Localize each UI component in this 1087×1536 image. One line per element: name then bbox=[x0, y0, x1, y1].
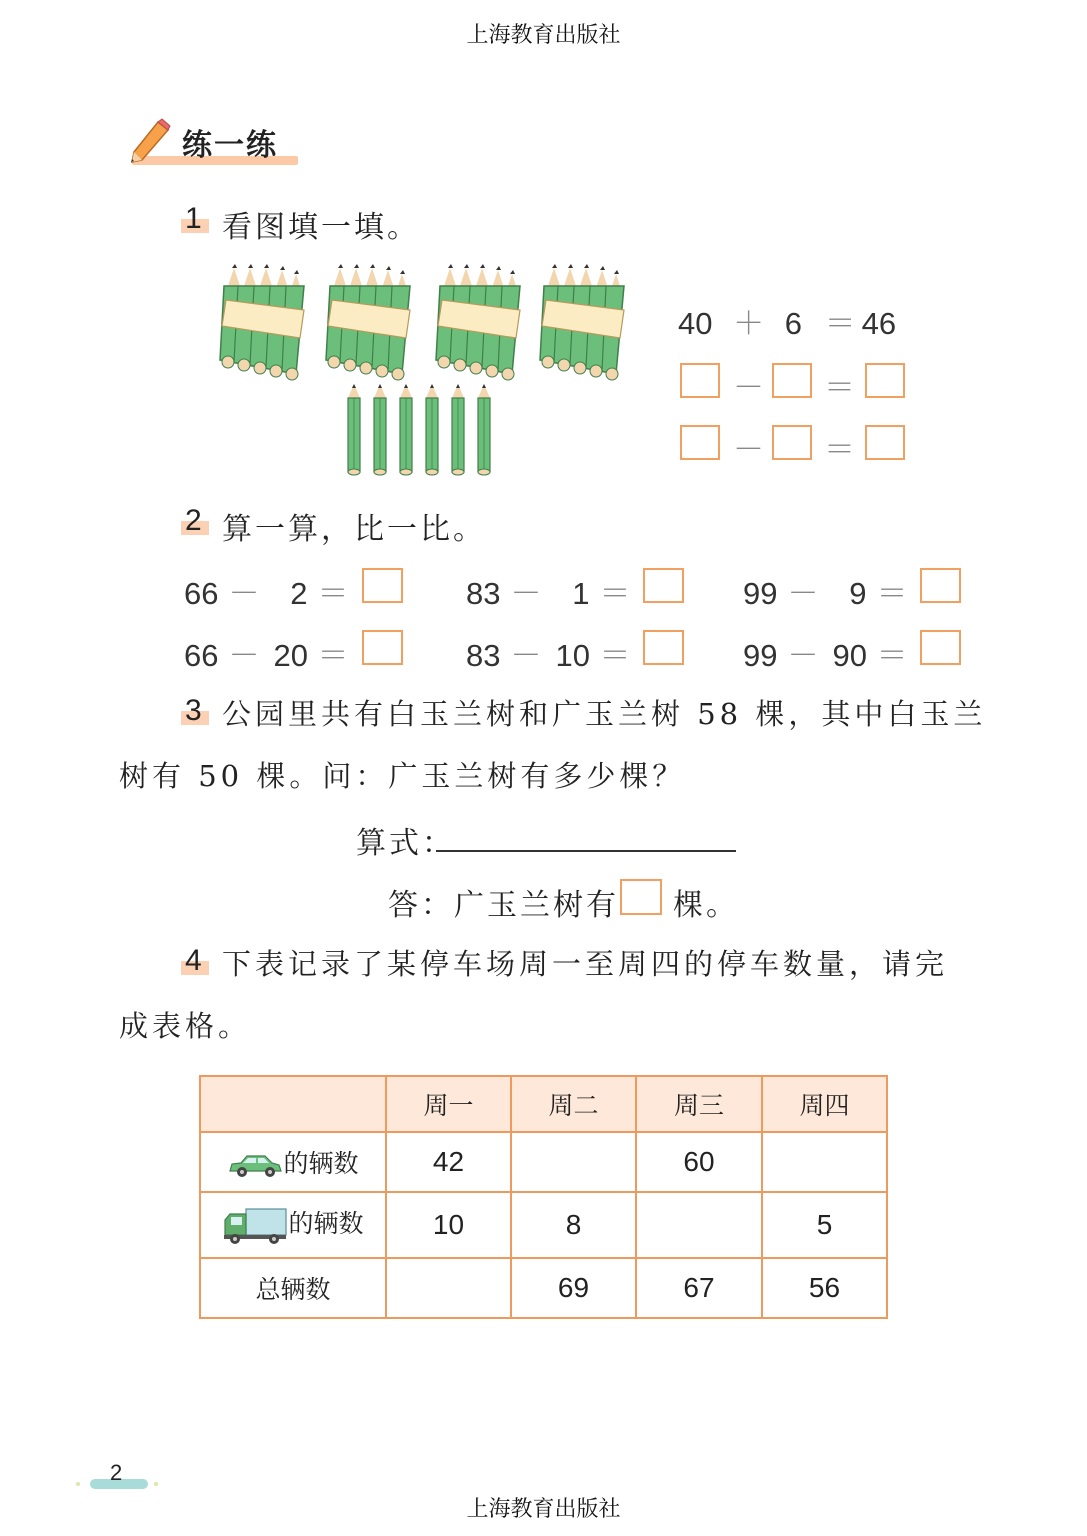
q4-line1: 下表记录了某停车场周一至周四的停车数量，请完 bbox=[222, 947, 949, 981]
q2-r1-c1-answer-box[interactable] bbox=[362, 568, 403, 603]
q1-eq-a: 40 bbox=[678, 306, 713, 341]
q1-row2-box-3[interactable] bbox=[865, 363, 905, 398]
car-tue[interactable] bbox=[511, 1132, 636, 1192]
q1-eq-plus: ＋ bbox=[733, 306, 765, 341]
pencil-bundle-4 bbox=[540, 264, 624, 380]
q2-text: 算一算，比一比。 bbox=[222, 512, 486, 547]
q4-number-wrap bbox=[185, 944, 202, 978]
header-thu: 周四 bbox=[762, 1076, 887, 1132]
publisher-footer: 上海教育出版社 bbox=[466, 1497, 621, 1522]
page-number: 2 bbox=[110, 1460, 123, 1485]
q1-row2-box-2[interactable] bbox=[772, 363, 812, 398]
total-thu: 56 bbox=[762, 1258, 887, 1318]
car-icon bbox=[227, 1152, 283, 1180]
pencil-bundle-2 bbox=[326, 264, 410, 380]
q2-r1-c3: 99 － 9 ＝ bbox=[743, 576, 908, 611]
q3-number: 3 bbox=[185, 694, 202, 727]
pencil-icon bbox=[128, 118, 172, 168]
q1-number-wrap bbox=[185, 202, 202, 236]
car-row-label: 的辆数 bbox=[200, 1132, 386, 1192]
header-wed: 周三 bbox=[636, 1076, 762, 1132]
q2-r2-c2-answer-box[interactable] bbox=[643, 630, 684, 665]
q1-row2-minus: － bbox=[733, 370, 764, 405]
q3-line1: 公园里共有白玉兰树和广玉兰树 58 棵，其中白玉兰 bbox=[222, 697, 987, 731]
q4-number: 4 bbox=[185, 944, 202, 977]
single-pencil-5 bbox=[452, 384, 464, 475]
truck-tue: 8 bbox=[511, 1192, 636, 1258]
total-tue: 69 bbox=[511, 1258, 636, 1318]
q2-r2-c1: 66 － 20 ＝ bbox=[184, 638, 349, 673]
single-pencil-6 bbox=[478, 384, 490, 475]
single-pencil-3 bbox=[400, 384, 412, 475]
q1-text: 看图填一填。 bbox=[222, 210, 420, 245]
q3-number-wrap bbox=[185, 694, 202, 728]
truck-mon: 10 bbox=[386, 1192, 511, 1258]
total-row-label: 总辆数 bbox=[200, 1258, 386, 1318]
q3-formula-blank[interactable] bbox=[436, 850, 736, 852]
page-number-block bbox=[76, 1462, 166, 1492]
q3-line2: 树有 50 棵。问：广玉兰树有多少棵？ bbox=[119, 759, 686, 793]
table-row-truck bbox=[200, 1192, 887, 1258]
q1-number: 1 bbox=[185, 202, 202, 235]
q1-row3-box-1[interactable] bbox=[680, 425, 720, 460]
q2-r1-c1: 66 － 2 ＝ bbox=[184, 576, 349, 611]
section-title-block bbox=[128, 118, 298, 168]
q1-row2-equals: ＝ bbox=[824, 370, 855, 405]
truck-icon bbox=[222, 1206, 288, 1246]
q1-row3-box-2[interactable] bbox=[772, 425, 812, 460]
truck-thu: 5 bbox=[762, 1192, 887, 1258]
q1-row3-minus: － bbox=[733, 432, 764, 467]
q2-r1-c3-answer-box[interactable] bbox=[920, 568, 961, 603]
car-thu[interactable] bbox=[762, 1132, 887, 1192]
truck-row-label: 的辆数 bbox=[200, 1192, 386, 1258]
car-wed: 60 bbox=[636, 1132, 762, 1192]
pencil-illustration bbox=[210, 260, 630, 480]
publisher-header: 上海教育出版社 bbox=[466, 23, 621, 48]
header-mon: 周一 bbox=[386, 1076, 511, 1132]
q1-eq-equals: ＝ bbox=[824, 306, 856, 341]
table-row-total bbox=[200, 1258, 887, 1318]
q1-equation-given bbox=[678, 298, 896, 343]
truck-wed[interactable] bbox=[636, 1192, 762, 1258]
q2-r2-c3: 99 － 90 ＝ bbox=[743, 638, 908, 673]
single-pencil-2 bbox=[374, 384, 386, 475]
section-title: 练一练 bbox=[182, 128, 278, 163]
pencil-bundle-3 bbox=[436, 264, 520, 380]
q2-number-wrap bbox=[185, 504, 202, 538]
parking-table bbox=[199, 1075, 888, 1319]
pencil-bundle-1 bbox=[220, 264, 304, 380]
q2-r1-c2-answer-box[interactable] bbox=[643, 568, 684, 603]
q2-r2-c1-answer-box[interactable] bbox=[362, 630, 403, 665]
single-pencil-1 bbox=[348, 384, 360, 475]
q3-formula-label: 算式： bbox=[356, 826, 455, 861]
dot-left bbox=[76, 1482, 80, 1486]
table-row-car bbox=[200, 1132, 887, 1192]
table-corner-cell bbox=[200, 1076, 386, 1132]
q1-row3-equals: ＝ bbox=[824, 432, 855, 467]
car-mon: 42 bbox=[386, 1132, 511, 1192]
q3-answer-prefix: 答：广玉兰树有 bbox=[388, 888, 619, 923]
q1-eq-result: 46 bbox=[861, 306, 897, 341]
table-header-row bbox=[200, 1076, 887, 1132]
q2-number: 2 bbox=[185, 504, 202, 537]
header-tue: 周二 bbox=[511, 1076, 636, 1132]
q3-answer-suffix: 棵。 bbox=[673, 888, 739, 923]
q1-row2-box-1[interactable] bbox=[680, 363, 720, 398]
q4-line2: 成表格。 bbox=[119, 1009, 252, 1043]
single-pencil-4 bbox=[426, 384, 438, 475]
q2-r1-c2: 83 － 1 ＝ bbox=[466, 576, 631, 611]
dot-right bbox=[154, 1482, 158, 1486]
total-wed: 67 bbox=[636, 1258, 762, 1318]
q2-r2-c2: 83 － 10 ＝ bbox=[466, 638, 631, 673]
q1-eq-b: 6 bbox=[784, 306, 802, 341]
q3-answer-box[interactable] bbox=[620, 879, 662, 915]
q1-row3-box-3[interactable] bbox=[865, 425, 905, 460]
q2-r2-c3-answer-box[interactable] bbox=[920, 630, 961, 665]
total-mon[interactable] bbox=[386, 1258, 511, 1318]
